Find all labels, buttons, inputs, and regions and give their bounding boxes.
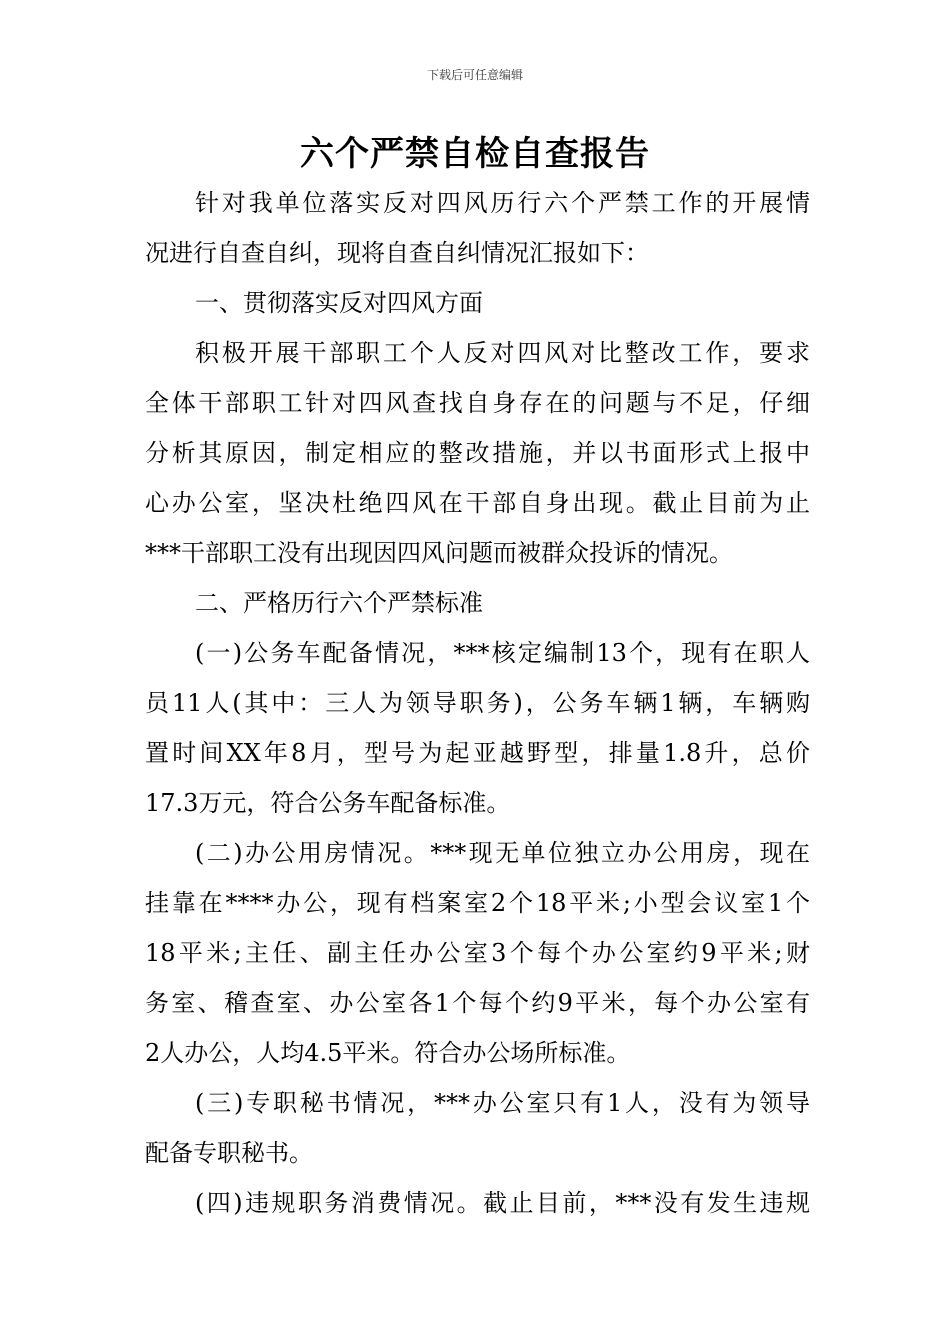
paragraph-line: 置时间XX年8月，型号为起亚越野型，排量1.8升，总价 [145,739,810,767]
paragraph-line: 积极开展干部职工个人反对四风对比整改工作，要求 [195,339,810,367]
paragraph-line: 心办公室，坚决杜绝四风在干部自身出现。截止目前为止 [145,489,810,517]
header-note: 下载后可任意编辑 [426,68,523,82]
paragraph-line: 一、贯彻落实反对四风方面 [195,289,483,317]
paragraph-line: 分析其原因，制定相应的整改措施，并以书面形式上报中 [145,439,810,467]
paragraph-line: 2人办公，人均4.5平米。符合办公场所标准。 [145,1039,631,1067]
paragraph-line: 挂靠在****办公，现有档案室2个18平米;小型会议室1个 [145,889,810,917]
paragraph-line: 况进行自查自纠，现将自查自纠情况汇报如下： [145,239,649,267]
paragraph-line: (二)办公用房情况。***现无单位独立办公用房，现在 [195,839,810,867]
paragraph-line: 17.3万元，符合公务车配备标准。 [145,789,511,817]
paragraph-line: 18平米;主任、副主任办公室3个每个办公室约9平米;财 [145,939,810,967]
paragraph-line: 配备专职秘书。 [145,1139,313,1167]
paragraph-line: 针对我单位落实反对四风历行六个严禁工作的开展情 [195,189,810,217]
page-title: 六个严禁自检自查报告 [300,134,650,174]
paragraph-line: (一)公务车配备情况，***核定编制13个，现有在职人 [195,639,810,667]
paragraph-line: 员11人(其中：三人为领导职务)，公务车辆1辆，车辆购 [145,689,810,717]
paragraph-line: (四)违规职务消费情况。截止目前，***没有发生违规 [195,1189,810,1217]
paragraph-line: ***干部职工没有出现因四风问题而被群众投诉的情况。 [145,539,733,567]
paragraph-line: (三)专职秘书情况，***办公室只有1人，没有为领导 [195,1089,810,1117]
paragraph-line: 务室、稽查室、办公室各1个每个约9平米，每个办公室有 [145,989,810,1017]
paragraph-line: 全体干部职工针对四风查找自身存在的问题与不足，仔细 [145,389,810,417]
paragraph-line: 二、严格历行六个严禁标准 [195,589,483,617]
report-body [145,178,810,1228]
